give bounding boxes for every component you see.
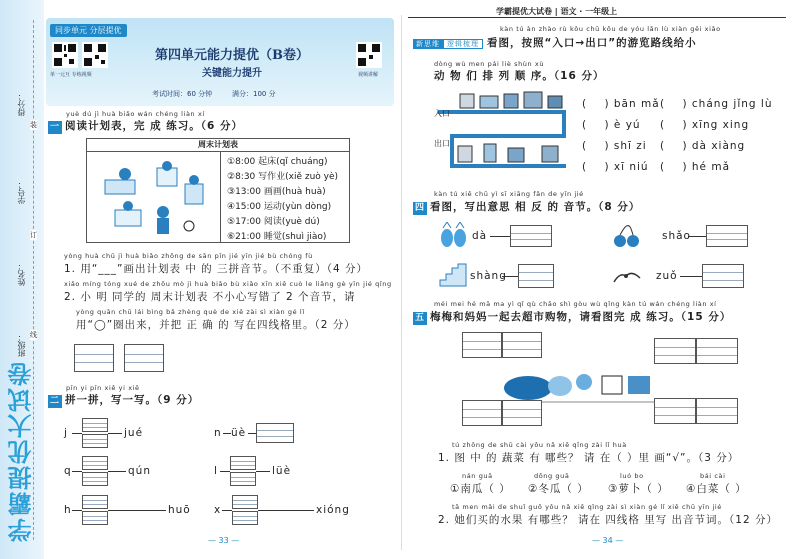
antonym-word: dà — [472, 230, 488, 242]
plan-table-title: 周末计划表 — [87, 139, 349, 152]
plan-item: ③13:00 画画(huà huà) — [227, 187, 326, 197]
q1-number: 一 — [49, 122, 60, 132]
writing-grid[interactable] — [124, 344, 164, 372]
cherries-icon — [612, 224, 642, 248]
plan-item: ②8:30 写作业(xiě zuò yè) — [227, 172, 339, 182]
pineapples-icon — [438, 222, 470, 248]
q5-sub2: 2. 她们买的水果 有哪些？ 请在 四线格 里写 出音节词。（12 分） — [438, 514, 778, 526]
answer-option[interactable]: ( ) shī zi — [582, 140, 647, 152]
q5-sub1-pinyin: tú zhōng de shū cài yǒu nǎ xiē qǐng zài lǐ huà — [452, 441, 627, 449]
plan-list — [227, 155, 338, 245]
header-rule — [408, 17, 786, 18]
pinyin-box[interactable] — [706, 225, 748, 247]
antonym-word: zuǒ — [656, 270, 678, 282]
pinyin-box[interactable] — [232, 511, 258, 525]
writing-grid[interactable] — [74, 344, 114, 372]
pinyin-box[interactable] — [82, 495, 108, 509]
connector — [258, 510, 314, 511]
answer-option[interactable]: ( ) xī niú — [582, 161, 649, 173]
q1-heading — [48, 118, 243, 134]
qr-code-icon — [356, 42, 382, 68]
veg-option[interactable]: ③萝卜（ ） — [608, 483, 669, 495]
pinyin-box[interactable] — [232, 495, 258, 509]
syllable-initial: l — [214, 465, 218, 477]
veg-option[interactable]: ④白菜（ ） — [686, 483, 747, 495]
connector — [72, 510, 82, 511]
score-info: 满分：100 分 — [232, 90, 276, 98]
q5-number: 五 — [414, 313, 425, 323]
q2-pinyin: pīn yi pīn xiě yi xiě — [66, 384, 140, 392]
q4-pinyin: kàn tú xiě chū yì sī xiāng fǎn de yīn jié — [434, 190, 584, 198]
plan-item: ⑤17:00 阅读(yuè dú) — [227, 217, 320, 227]
veg-option[interactable]: ②冬瓜（ ） — [528, 483, 589, 495]
plan-illustration — [87, 152, 221, 242]
q3-tag-logic: 逻辑梳理 — [443, 39, 483, 49]
pinyin-box[interactable] — [82, 511, 108, 525]
veg-pinyin: luó bo — [620, 472, 644, 480]
unit-tag: 同步单元 分层提优 — [50, 24, 127, 37]
qr-caption: 单一元互 专练视频 — [50, 72, 92, 78]
q5-sub1: 1. 图 中 的 蔬菜 有 哪些？ 请 在（ ）里 画“√”。（3 分） — [438, 452, 740, 464]
writing-grid[interactable] — [462, 332, 502, 358]
q5-text: 梅梅和妈妈一起去超市购物，请看图完 成 练习。（15 分） — [430, 311, 732, 323]
page-number-left: — 33 — — [208, 536, 240, 545]
writing-grid[interactable] — [462, 400, 502, 426]
connector — [72, 471, 82, 472]
plan-item: ①8:00 起床(qǐ chuáng) — [227, 157, 328, 167]
page-divider — [401, 15, 402, 550]
syllable-result: huō — [168, 504, 191, 516]
veg-pinyin: nán guā — [462, 472, 493, 480]
q4-text: 看图，写出意思 相 反 的 音节。（8 分） — [430, 201, 641, 213]
plan-item: ⑥21:00 睡觉(shuì jiào) — [227, 232, 327, 242]
pinyin-box[interactable] — [230, 456, 256, 470]
q1-sub2: 2. 小 明 同学的 周末计划表 不小心写错了 2 个音节，请 — [64, 291, 356, 303]
writing-grid[interactable] — [696, 398, 738, 424]
q5-heading — [413, 309, 731, 325]
antonym-word: shàng — [470, 270, 507, 282]
class-label: 班级： — [17, 333, 26, 357]
q3-pinyin2: dòng wù men pái liè shùn xù — [434, 60, 545, 68]
veg-pinyin: bái cài — [700, 472, 726, 480]
connector — [223, 433, 231, 434]
qr-code-icon — [82, 42, 108, 68]
writing-grid[interactable] — [654, 398, 696, 424]
brand-vertical: 学霸提优大试卷 — [7, 360, 36, 542]
veg-pinyin: dōng guā — [534, 472, 570, 480]
q5-sub2-pinyin: tā men mǎi de shuǐ guǒ yǒu nǎ xiē qǐng zài sì xiàn gé lǐ xiě chū yīn jié — [452, 503, 722, 511]
pinyin-box[interactable] — [518, 264, 554, 288]
veg-option[interactable]: ①南瓜（ ） — [450, 483, 511, 495]
q1-sub2b: 用“◯”圈出来，并把 正 确 的 写在四线格里。（2 分） — [76, 319, 356, 331]
syllable-initial: q — [64, 465, 72, 477]
connector — [688, 236, 706, 237]
pinyin-box[interactable] — [256, 423, 294, 443]
plan-item: ④15:00 运动(yùn dòng) — [227, 202, 332, 212]
syllable-result: jué — [124, 427, 144, 439]
writing-grid[interactable] — [654, 338, 696, 364]
syllable-initial: x — [214, 504, 222, 516]
q3-tag-new-thinking: 新思维 — [413, 39, 443, 49]
syllable-final: üè — [231, 427, 247, 439]
syllable-result: qún — [128, 465, 151, 477]
q1-text: 阅读计划表，完 成 练习。（6 分） — [65, 120, 244, 132]
page-title: 第四单元能力提优（B卷） — [155, 48, 309, 63]
name-label: 姓名： — [17, 262, 26, 286]
seal-char: 装 — [30, 121, 37, 129]
syllable-initial: h — [64, 504, 72, 516]
entrance-label: 入口 — [434, 109, 450, 118]
q1-sub1-pinyin: yòng huà chū jì huà biǎo zhōng de sān pīn jié yīn jié bù chóng fù — [64, 252, 313, 260]
syllable-initial: j — [64, 427, 68, 439]
q1-sub1: 1. 用“___”画出计划表 中 的 三拼音节。（不重复）（4 分） — [64, 263, 369, 275]
connector — [72, 433, 82, 434]
pinyin-box[interactable] — [230, 472, 256, 486]
q2-text: 拼一拼，写一写。（9 分） — [65, 394, 200, 406]
pinyin-box[interactable] — [82, 418, 108, 432]
score-label: 得分： — [17, 92, 26, 116]
connector — [108, 433, 122, 434]
connector — [220, 471, 230, 472]
time-info: 考试时间：60 分钟 — [152, 90, 213, 98]
series-header: 学霸提优大试卷 | 语文 · 一年级上 — [496, 7, 618, 16]
seal-line — [33, 20, 34, 540]
answer-option[interactable]: ( ) dà xiàng — [660, 140, 746, 152]
pinyin-box[interactable] — [82, 456, 108, 470]
pinyin-box[interactable] — [510, 225, 552, 247]
q1-sub2b-pinyin: yòng quān chū lái bìng bǎ zhèng què de xiě zài sì xiàn gé lǐ — [76, 308, 305, 316]
pinyin-box[interactable] — [82, 472, 108, 486]
q1-sub2-pinyin: xiǎo míng tóng xué de zhōu mò jì huà biǎo bù xiǎo xīn xiě cuò le liǎng gè yīn jié qǐng — [64, 280, 392, 288]
writing-grid[interactable] — [502, 400, 542, 426]
q4-heading — [413, 199, 640, 215]
hands-icon — [612, 264, 642, 288]
antonym-word: shǎo — [662, 230, 691, 242]
page-number-right: — 34 — — [592, 536, 624, 545]
seal-char: 订 — [30, 231, 37, 239]
answer-option[interactable]: ( ) hé mǎ — [660, 161, 731, 173]
page-subtitle: 关键能力提升 — [202, 68, 262, 79]
connector — [222, 510, 232, 511]
qr-caption: 视频讲解 — [358, 72, 379, 78]
q1-pinyin: yuè dú jì huà biǎo wán chéng liàn xí — [66, 110, 205, 118]
pinyin-box[interactable] — [702, 264, 744, 288]
exit-label: 出口 — [434, 139, 450, 148]
qr-code-icon — [52, 42, 78, 68]
pinyin-box[interactable] — [82, 434, 108, 448]
q2-heading — [48, 392, 199, 408]
writing-grid[interactable] — [502, 332, 542, 358]
connector — [256, 471, 270, 472]
connector — [680, 276, 702, 277]
q4-number: 四 — [414, 203, 425, 213]
syllable-result: xióng — [316, 504, 350, 516]
q3-heading — [413, 35, 697, 50]
id-label: 学号： — [17, 180, 26, 204]
writing-grid[interactable] — [696, 338, 738, 364]
q3-text2: 动 物 们 排 列 顺 序。（16 分） — [434, 70, 605, 82]
answer-option[interactable]: ( ) bān mǎ — [582, 98, 660, 110]
plan-table — [86, 138, 350, 243]
zoo-path-illustration — [432, 88, 574, 180]
q5-pinyin: méi mei hé mā ma yì qǐ qù chāo shì gòu wù qǐng kàn tú wán chéng liàn xí — [434, 300, 717, 308]
syllable-initial: n — [214, 427, 222, 439]
connector — [108, 471, 126, 472]
seal-char: 线 — [30, 331, 37, 339]
connector — [490, 236, 510, 237]
q2-number: 二 — [49, 396, 60, 406]
connector — [108, 510, 166, 511]
q3-text: 看图，按照“入口→出口”的游览路线给小 — [487, 37, 697, 49]
answer-option[interactable]: ( ) xīng xing — [660, 119, 750, 131]
answer-option[interactable]: ( ) cháng jǐng lù — [660, 98, 773, 110]
answer-option[interactable]: ( ) è yú — [582, 119, 641, 131]
syllable-result: lüè — [272, 465, 292, 477]
connector — [248, 433, 256, 434]
stairs-icon — [438, 262, 468, 288]
connector — [502, 276, 518, 277]
q3-pinyin: kàn tú àn zhào rù kǒu chū kǒu de yóu lǎn lù xiàn gěi xiǎo — [500, 25, 721, 33]
